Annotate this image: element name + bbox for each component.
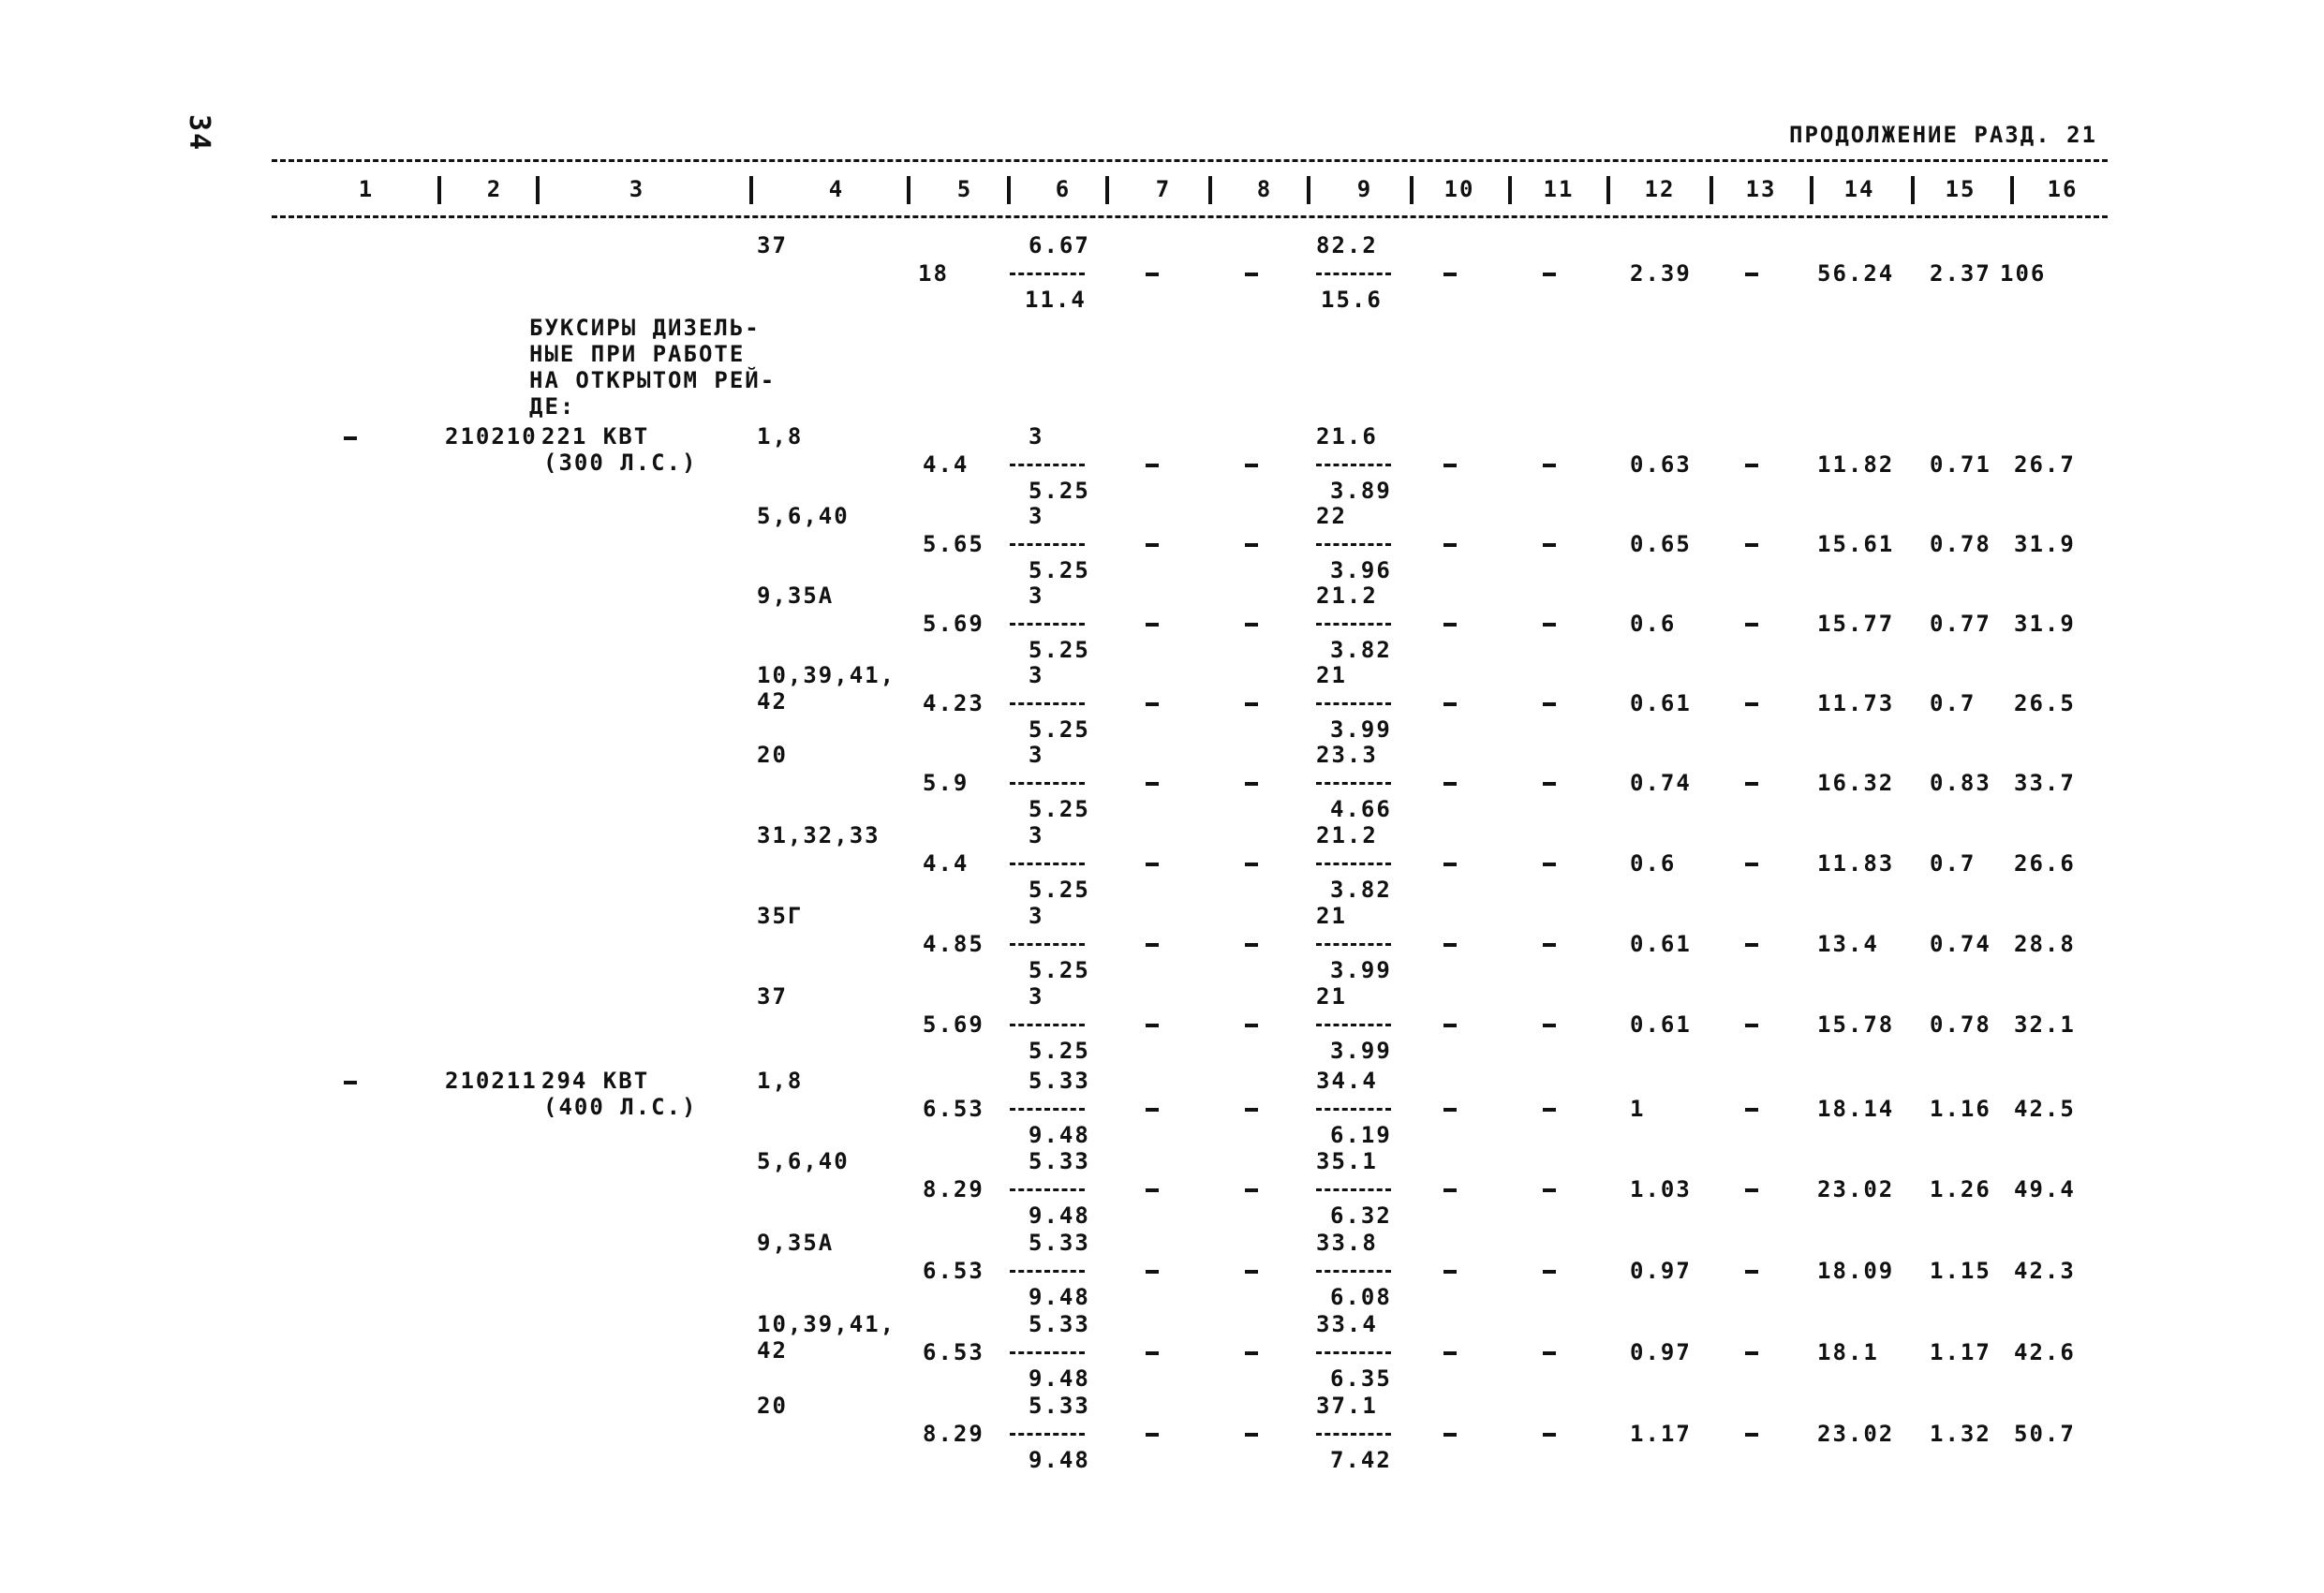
- cell-col9-top: 34.4: [1316, 1068, 1378, 1094]
- dash-col10: [1443, 702, 1457, 706]
- cell-col6-bottom: 5.25: [1029, 637, 1090, 663]
- dash-col8: [1245, 1108, 1258, 1112]
- fraction-line: [1010, 1024, 1085, 1026]
- dash-col8: [1245, 1270, 1258, 1274]
- cell-col5: 6.53: [923, 1096, 984, 1122]
- dash-col10: [1443, 863, 1457, 866]
- cell-col16: 32.1: [2014, 1011, 2076, 1038]
- dash-col13: [1745, 943, 1758, 947]
- cell-col16: 42.6: [2014, 1339, 2076, 1365]
- fraction-line: [1010, 273, 1085, 275]
- cell-col6-bottom: 9.48: [1029, 1122, 1090, 1148]
- cell-col12: 1.03: [1630, 1176, 1692, 1202]
- cell-col6-bottom: 5.25: [1029, 478, 1090, 504]
- fraction-line: [1316, 943, 1391, 946]
- dash-col7: [1146, 1108, 1159, 1112]
- column-header-13: 13: [1745, 176, 1777, 202]
- cell-col9-bottom: 15.6: [1321, 287, 1383, 313]
- cell-col6-bottom: 9.48: [1029, 1202, 1090, 1229]
- cell-col9-bottom: 3.99: [1330, 957, 1392, 983]
- dash-col8: [1245, 702, 1258, 706]
- dash-col8: [1245, 623, 1258, 627]
- cell-col14: 15.77: [1817, 611, 1895, 637]
- cell-col15: 1.26: [1930, 1176, 1991, 1202]
- cell-col9-top: 33.4: [1316, 1311, 1378, 1337]
- cell-col15: 2.37: [1930, 260, 1991, 287]
- cell-col14: 11.83: [1817, 850, 1895, 877]
- dash-col10: [1443, 623, 1457, 627]
- continuation-note: ПРОДОЛЖЕНИЕ РАЗД. 21: [1789, 122, 2097, 148]
- fraction-line: [1316, 464, 1391, 466]
- cell-col4: 1,8: [757, 1068, 804, 1094]
- dash-col7: [1146, 702, 1159, 706]
- cell-col9-bottom: 6.32: [1330, 1202, 1392, 1229]
- column-header-4: 4: [828, 176, 845, 202]
- fraction-line: [1010, 464, 1085, 466]
- cell-col12: 1: [1630, 1096, 1646, 1122]
- dash-col11: [1543, 464, 1556, 467]
- cell-col9-top: 21: [1316, 903, 1347, 929]
- dash-col8: [1245, 1351, 1258, 1355]
- cell-col9-top: 22: [1316, 503, 1347, 529]
- cell-col12: 0.63: [1630, 451, 1692, 478]
- cell-col12: 0.97: [1630, 1339, 1692, 1365]
- dash-col10: [1443, 943, 1457, 947]
- fraction-line: [1316, 782, 1391, 785]
- column-header-10: 10: [1443, 176, 1475, 202]
- column-separator: [1007, 176, 1011, 204]
- dash-col10: [1443, 1024, 1457, 1027]
- section-title-line: НА ОТКРЫТОМ РЕЙ-: [529, 367, 777, 393]
- cell-col15: 1.15: [1930, 1258, 1991, 1284]
- cell-col12: 1.17: [1630, 1421, 1692, 1447]
- cell-col9-top: 35.1: [1316, 1148, 1378, 1174]
- fraction-line: [1316, 863, 1391, 865]
- cell-col14: 11.73: [1817, 690, 1895, 716]
- column-separator: [749, 176, 753, 204]
- cell-col16: 49.4: [2014, 1176, 2076, 1202]
- cell-col16: 26.5: [2014, 690, 2076, 716]
- column-separator: [1208, 176, 1212, 204]
- cell-col4: 5,6,40: [757, 1148, 850, 1174]
- cell-col6-top: 5.33: [1029, 1230, 1090, 1256]
- header-rule-bottom: [272, 215, 2108, 218]
- cell-col4: 37: [757, 232, 788, 258]
- dash-col13: [1745, 543, 1758, 547]
- column-separator: [1810, 176, 1813, 204]
- column-header-9: 9: [1356, 176, 1373, 202]
- dash-col13: [1745, 1024, 1758, 1027]
- cell-col16: 42.3: [2014, 1258, 2076, 1284]
- cell-col16: 28.8: [2014, 931, 2076, 957]
- dash-col7: [1146, 782, 1159, 786]
- fraction-line: [1010, 623, 1085, 626]
- column-separator: [1508, 176, 1512, 204]
- fraction-line: [1010, 1188, 1085, 1191]
- cell-col5: 6.53: [923, 1339, 984, 1365]
- cell-col16: 31.9: [2014, 531, 2076, 557]
- cell-col5: 5.9: [923, 770, 970, 796]
- cell-col6-top: 5.33: [1029, 1068, 1090, 1094]
- cell-col9-top: 33.8: [1316, 1230, 1378, 1256]
- dash-col7: [1146, 464, 1159, 467]
- dash-col7: [1146, 1351, 1159, 1355]
- cell-col12: 0.61: [1630, 1011, 1692, 1038]
- dash-col7: [1146, 1188, 1159, 1192]
- dash-col13: [1745, 273, 1758, 276]
- cell-col15: 0.83: [1930, 770, 1991, 796]
- column-separator: [1606, 176, 1610, 204]
- column-header-7: 7: [1155, 176, 1172, 202]
- dash-col11: [1543, 1433, 1556, 1437]
- dash-col10: [1443, 273, 1457, 276]
- column-separator: [907, 176, 910, 204]
- cell-col9-bottom: 3.99: [1330, 1038, 1392, 1064]
- cell-col6-bottom: 9.48: [1029, 1447, 1090, 1473]
- dash-col13: [1745, 863, 1758, 866]
- cell-col12: 0.65: [1630, 531, 1692, 557]
- column-header-2: 2: [486, 176, 503, 202]
- dash-col7: [1146, 1270, 1159, 1274]
- cell-col5: 6.53: [923, 1258, 984, 1284]
- cell-col14: 15.78: [1817, 1011, 1895, 1038]
- cell-col9-bottom: 6.35: [1330, 1365, 1392, 1392]
- cell-col9-bottom: 3.82: [1330, 637, 1392, 663]
- cell-col4: 10,39,41,: [757, 662, 896, 688]
- cell-col6-bottom: 5.25: [1029, 1038, 1090, 1064]
- cell-col6-top: 3: [1029, 903, 1044, 929]
- fraction-line: [1010, 863, 1085, 865]
- cell-col6-top: 3: [1029, 983, 1044, 1010]
- cell-col6-bottom: 5.25: [1029, 877, 1090, 903]
- column-header-3: 3: [629, 176, 645, 202]
- column-header-12: 12: [1644, 176, 1676, 202]
- dash-col11: [1543, 943, 1556, 947]
- cell-col6-bottom: 5.25: [1029, 716, 1090, 743]
- fraction-line: [1316, 1024, 1391, 1026]
- fraction-line: [1010, 1270, 1085, 1273]
- dash-col13: [1745, 782, 1758, 786]
- dash-col13: [1745, 702, 1758, 706]
- cell-col6-bottom: 5.25: [1029, 957, 1090, 983]
- group-name: 294 КВТ: [541, 1068, 650, 1094]
- column-separator: [1710, 176, 1713, 204]
- dash-col13: [1745, 1188, 1758, 1192]
- dash-col7: [1146, 1433, 1159, 1437]
- fraction-line: [1316, 1188, 1391, 1191]
- cell-col6-top: 5.33: [1029, 1311, 1090, 1337]
- dash-col11: [1543, 1188, 1556, 1192]
- dash-col13: [1745, 1351, 1758, 1355]
- fraction-line: [1010, 702, 1085, 705]
- dash-col8: [1245, 1188, 1258, 1192]
- dash-col11: [1543, 1024, 1556, 1027]
- cell-col6-top: 6.67: [1029, 232, 1090, 258]
- group-name-hp: (400 Л.С.): [543, 1094, 698, 1120]
- column-separator: [2010, 176, 2014, 204]
- cell-col16: 106: [2000, 260, 2047, 287]
- dash-col8: [1245, 1433, 1258, 1437]
- fraction-line: [1316, 1270, 1391, 1273]
- group-code: 210210: [445, 423, 538, 450]
- dash-col8: [1245, 782, 1258, 786]
- cell-col12: 0.61: [1630, 690, 1692, 716]
- fraction-line: [1010, 1351, 1085, 1354]
- fraction-line: [1010, 543, 1085, 546]
- group-name: 221 КВТ: [541, 423, 650, 450]
- cell-col9-top: 82.2: [1316, 232, 1378, 258]
- fraction-line: [1316, 702, 1391, 705]
- dash-col11: [1543, 1108, 1556, 1112]
- fraction-line: [1316, 1433, 1391, 1436]
- column-header-14: 14: [1843, 176, 1875, 202]
- cell-col9-bottom: 4.66: [1330, 796, 1392, 822]
- dash-col10: [1443, 1270, 1457, 1274]
- column-separator: [1307, 176, 1310, 204]
- cell-col15: 0.77: [1930, 611, 1991, 637]
- group-code: 210211: [445, 1068, 538, 1094]
- cell-col4: 35Г: [757, 903, 804, 929]
- column-header-5: 5: [956, 176, 973, 202]
- cell-col9-bottom: 6.19: [1330, 1122, 1392, 1148]
- dash-col10: [1443, 1108, 1457, 1112]
- cell-col4: 10,39,41,: [757, 1311, 896, 1337]
- cell-col9-bottom: 3.89: [1330, 478, 1392, 504]
- cell-col6-top: 3: [1029, 662, 1044, 688]
- cell-col15: 0.74: [1930, 931, 1991, 957]
- cell-col15: 0.7: [1930, 690, 1976, 716]
- dash-col11: [1543, 782, 1556, 786]
- cell-col14: 23.02: [1817, 1421, 1895, 1447]
- cell-col6-top: 3: [1029, 742, 1044, 768]
- dash-col8: [1245, 543, 1258, 547]
- section-title-line: ДЕ:: [529, 393, 576, 420]
- cell-col9-top: 21.2: [1316, 822, 1378, 848]
- column-header-11: 11: [1543, 176, 1575, 202]
- cell-col14: 18.09: [1817, 1258, 1895, 1284]
- dash-col13: [1745, 1108, 1758, 1112]
- cell-col4: 5,6,40: [757, 503, 850, 529]
- dash-col11: [1543, 543, 1556, 547]
- dash-col7: [1146, 543, 1159, 547]
- fraction-line: [1010, 1108, 1085, 1111]
- dash-col7: [1146, 1024, 1159, 1027]
- dash-col7: [1146, 863, 1159, 866]
- section-title-line: БУКСИРЫ ДИЗЕЛЬ-: [529, 315, 761, 341]
- cell-col4: 9,35A: [757, 583, 835, 609]
- cell-col16: 33.7: [2014, 770, 2076, 796]
- cell-col9-bottom: 3.99: [1330, 716, 1392, 743]
- dash-col10: [1443, 543, 1457, 547]
- cell-col9-top: 21.2: [1316, 583, 1378, 609]
- dash-col13: [1745, 1270, 1758, 1274]
- cell-col16: 31.9: [2014, 611, 2076, 637]
- cell-col4: 20: [757, 742, 788, 768]
- cell-col15: 0.78: [1930, 531, 1991, 557]
- cell-col16: 50.7: [2014, 1421, 2076, 1447]
- dash-col8: [1245, 464, 1258, 467]
- dash-col13: [1745, 1433, 1758, 1437]
- cell-col9-top: 21.6: [1316, 423, 1378, 450]
- cell-col14: 23.02: [1817, 1176, 1895, 1202]
- cell-col9-bottom: 3.82: [1330, 877, 1392, 903]
- dash-col10: [1443, 464, 1457, 467]
- cell-col12: 0.6: [1630, 850, 1677, 877]
- cell-col5: 5.69: [923, 611, 984, 637]
- cell-col14: 56.24: [1817, 260, 1895, 287]
- cell-col12: 0.61: [1630, 931, 1692, 957]
- cell-col4: 37: [757, 983, 788, 1010]
- dash-col11: [1543, 273, 1556, 276]
- cell-col4: 42: [757, 1337, 788, 1364]
- cell-col6-top: 5.33: [1029, 1148, 1090, 1174]
- dash-col7: [1146, 273, 1159, 276]
- cell-col6-bottom: 9.48: [1029, 1365, 1090, 1392]
- column-header-16: 16: [2047, 176, 2079, 202]
- dash-col8: [1245, 273, 1258, 276]
- cell-col4: 1,8: [757, 423, 804, 450]
- cell-col16: 26.7: [2014, 451, 2076, 478]
- cell-col14: 18.1: [1817, 1339, 1879, 1365]
- fraction-line: [1010, 943, 1085, 946]
- cell-col15: 1.16: [1930, 1096, 1991, 1122]
- column-separator: [536, 176, 540, 204]
- cell-col5: 5.65: [923, 531, 984, 557]
- column-separator: [1911, 176, 1915, 204]
- cell-col5: 4.85: [923, 931, 984, 957]
- page-number: 34: [183, 114, 215, 153]
- cell-col15: 0.71: [1930, 451, 1991, 478]
- cell-col9-top: 23.3: [1316, 742, 1378, 768]
- column-header-8: 8: [1256, 176, 1273, 202]
- fraction-line: [1010, 1433, 1085, 1436]
- cell-col14: 15.61: [1817, 531, 1895, 557]
- dash-col8: [1245, 863, 1258, 866]
- cell-col6-bottom: 11.4: [1025, 287, 1087, 313]
- cell-col14: 16.32: [1817, 770, 1895, 796]
- group-marker-dash: [344, 1081, 357, 1084]
- dash-col7: [1146, 623, 1159, 627]
- fraction-line: [1010, 782, 1085, 785]
- cell-col9-top: 37.1: [1316, 1393, 1378, 1419]
- cell-col9-bottom: 3.96: [1330, 557, 1392, 583]
- cell-col12: 0.6: [1630, 611, 1677, 637]
- column-header-1: 1: [358, 176, 375, 202]
- fraction-line: [1316, 1108, 1391, 1111]
- dash-col8: [1245, 1024, 1258, 1027]
- dash-col10: [1443, 1188, 1457, 1192]
- column-header-6: 6: [1055, 176, 1072, 202]
- dash-col11: [1543, 623, 1556, 627]
- dash-col10: [1443, 782, 1457, 786]
- dash-col11: [1543, 1351, 1556, 1355]
- dash-col10: [1443, 1351, 1457, 1355]
- cell-col5: 4.4: [923, 850, 970, 877]
- cell-col6-top: 3: [1029, 503, 1044, 529]
- cell-col16: 26.6: [2014, 850, 2076, 877]
- dash-col13: [1745, 464, 1758, 467]
- dash-col13: [1745, 623, 1758, 627]
- cell-col15: 1.17: [1930, 1339, 1991, 1365]
- cell-col5: 5.69: [923, 1011, 984, 1038]
- cell-col6-top: 3: [1029, 423, 1044, 450]
- cell-col6-bottom: 9.48: [1029, 1284, 1090, 1310]
- cell-col4: 42: [757, 688, 788, 715]
- dash-col8: [1245, 943, 1258, 947]
- cell-col4: 9,35A: [757, 1230, 835, 1256]
- cell-col5: 4.4: [923, 451, 970, 478]
- cell-col12: 0.74: [1630, 770, 1692, 796]
- cell-col6-top: 3: [1029, 822, 1044, 848]
- cell-col6-top: 3: [1029, 583, 1044, 609]
- group-name-hp: (300 Л.С.): [543, 450, 698, 476]
- cell-col9-bottom: 7.42: [1330, 1447, 1392, 1473]
- cell-col14: 18.14: [1817, 1096, 1895, 1122]
- cell-col14: 13.4: [1817, 931, 1879, 957]
- header-rule-top: [272, 159, 2108, 162]
- cell-col15: 0.78: [1930, 1011, 1991, 1038]
- cell-col4: 20: [757, 1393, 788, 1419]
- fraction-line: [1316, 623, 1391, 626]
- column-header-15: 15: [1945, 176, 1976, 202]
- column-separator: [1410, 176, 1414, 204]
- column-separator: [437, 176, 441, 204]
- section-title-line: НЫЕ ПРИ РАБОТЕ: [529, 341, 746, 367]
- group-marker-dash: [344, 436, 357, 440]
- cell-col12: 0.97: [1630, 1258, 1692, 1284]
- cell-col5: 18: [918, 260, 949, 287]
- cell-col6-top: 5.33: [1029, 1393, 1090, 1419]
- cell-col5: 4.23: [923, 690, 984, 716]
- cell-col9-top: 21: [1316, 983, 1347, 1010]
- column-separator: [1105, 176, 1109, 204]
- cell-col9-top: 21: [1316, 662, 1347, 688]
- cell-col16: 42.5: [2014, 1096, 2076, 1122]
- dash-col10: [1443, 1433, 1457, 1437]
- dash-col11: [1543, 863, 1556, 866]
- fraction-line: [1316, 273, 1391, 275]
- cell-col15: 0.7: [1930, 850, 1976, 877]
- cell-col4: 31,32,33: [757, 822, 881, 848]
- cell-col15: 1.32: [1930, 1421, 1991, 1447]
- dash-col7: [1146, 943, 1159, 947]
- cell-col14: 11.82: [1817, 451, 1895, 478]
- cell-col9-bottom: 6.08: [1330, 1284, 1392, 1310]
- fraction-line: [1316, 543, 1391, 546]
- cell-col6-bottom: 5.25: [1029, 796, 1090, 822]
- fraction-line: [1316, 1351, 1391, 1354]
- cell-col6-bottom: 5.25: [1029, 557, 1090, 583]
- dash-col11: [1543, 702, 1556, 706]
- cell-col5: 8.29: [923, 1176, 984, 1202]
- cell-col12: 2.39: [1630, 260, 1692, 287]
- dash-col11: [1543, 1270, 1556, 1274]
- cell-col5: 8.29: [923, 1421, 984, 1447]
